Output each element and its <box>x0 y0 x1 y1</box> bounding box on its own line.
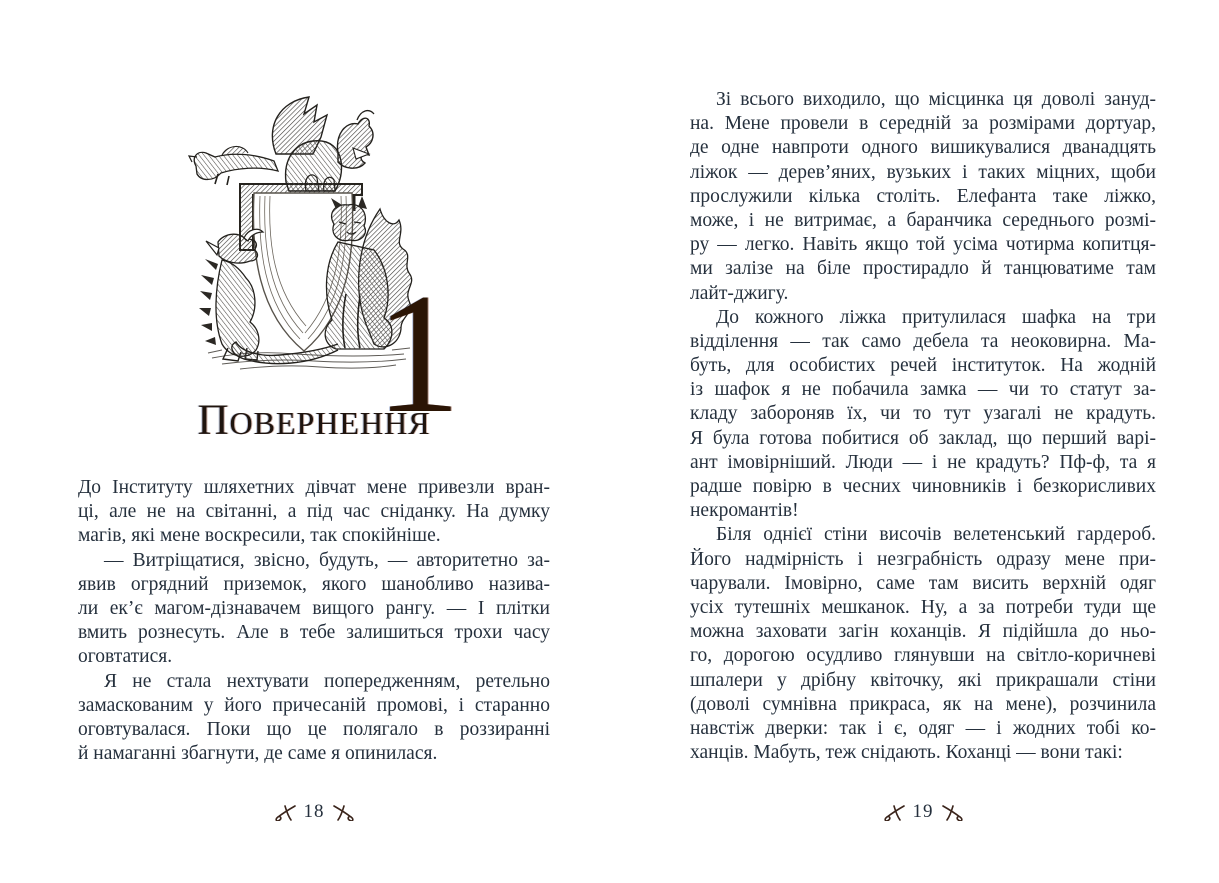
text-line: на. Мене провели в середній за розмірами дортуар, <box>690 113 1156 135</box>
right-page-folio <box>690 800 1156 824</box>
text-line: До Інституту шляхетних дівчат мене привезли вран- <box>78 477 550 498</box>
text-line: із шафок я не побачила замка — чи то статут за- <box>690 379 1156 401</box>
text-line: Зі всього виходило, що місцинка ця доволі зануд- <box>716 89 1156 110</box>
page-number: 18 <box>303 801 325 822</box>
text-line: буть, для особистих речей інституток. На жодній <box>690 355 1156 377</box>
text-line: магів, які мене воскресили, так спокійніше. <box>78 525 441 547</box>
text-line: ми залізе на біле простирадло й танцюватиме там <box>690 258 1156 280</box>
flourish-left-icon <box>882 804 906 821</box>
text-line: До кожного ліжка притулилася шафка на три <box>716 306 1156 328</box>
text-line: можна заховати загін коханців. Я підійшла до ньо- <box>690 621 1156 643</box>
text-line: ці, але не на світанні, а під час сніданку. На думку <box>78 501 550 523</box>
text-line: Я не стала нехтувати попередженням, ретельно <box>104 670 550 692</box>
text-line: відділення — так само дебела та неоковирна. Ма- <box>690 330 1156 352</box>
text-line: замаскованим у його причесаній промові, і старанно <box>78 694 550 716</box>
text-line: оговтатися. <box>78 646 173 668</box>
text-line: шпалери у дрібну квіточку, які прикрашали стіни <box>690 669 1156 691</box>
flourish-left-icon <box>273 804 297 821</box>
left-page <box>78 0 550 883</box>
text-line: ант імовірніший. Люди — і не крадуть? Пф-ф, та я <box>690 451 1156 473</box>
text-line: прослужили кілька століть. Елефанта таке ліжко, <box>690 185 1156 207</box>
right-page-text <box>690 88 1156 765</box>
text-line: — Витріщатися, звісно, будуть, — авторитетно за- <box>104 549 550 571</box>
page-number: 19 <box>912 801 934 822</box>
left-page-folio <box>78 800 550 824</box>
text-line: Біля однієї стіни височів велетенський гардероб. <box>716 524 1156 546</box>
chapter-title-initial: П <box>197 397 230 444</box>
text-line: ханців. Мабуть, теж снідають. Коханці — вони такі: <box>690 742 1123 764</box>
chapter-title <box>78 399 550 442</box>
text-line: радше повірю в чесних чиновників і безкорисливих <box>690 476 1156 497</box>
text-line: кладу забороняв їх, чи то тут узагалі не крадуть. <box>690 403 1156 425</box>
text-line: го, дорогою осудливо глянувши на світло-коричневі <box>690 645 1156 667</box>
text-line: ру — легко. Навіть якщо той усіма чотирма копитця- <box>690 234 1156 256</box>
text-line: усіх тутешніх мешканок. Ну, а за потреби туди ще <box>690 596 1156 618</box>
chapter-number: 1 <box>375 259 461 449</box>
text-line: ліжок — дерев’яних, вузьких і таких міцних, щоби <box>690 161 1156 183</box>
text-line: ли ек’є магом-дізнавачем вищого рангу. — І плітки <box>78 597 550 619</box>
text-line: може, і не витримає, а баранчика середнього розмі- <box>690 209 1156 231</box>
text-line: вмить рознесуть. Але в тебе залишиться трохи часу <box>78 622 550 644</box>
left-page-text <box>78 476 550 766</box>
text-line: явив огрядний приземок, якого шанобливо назива- <box>78 573 550 595</box>
text-line: й намаганні збагнути, де саме я опинилася. <box>78 743 438 765</box>
chapter-title-rest: ОВЕРНЕННЯ <box>229 405 431 441</box>
text-line: навстіж дверки: так і є, одяг — і жодних тобі ко- <box>690 717 1156 739</box>
text-line: Його надмірність і незграбність одразу мене при- <box>690 548 1156 570</box>
text-line: лайт-джигу. <box>690 282 789 304</box>
text-line: де одне навпроти одного вишикувалися дванадцять <box>690 137 1156 159</box>
right-page <box>690 0 1156 883</box>
text-line: Я була готова побитися об заклад, що перший варі- <box>690 427 1156 449</box>
flourish-right-icon <box>941 804 965 821</box>
flourish-right-icon <box>332 804 356 821</box>
text-line: (доволі сумнівна прикраса, як на мене), розчинила <box>690 693 1156 715</box>
text-line: чарували. Імовірно, саме там висить верхній одяг <box>690 572 1156 594</box>
text-line: некромантів! <box>690 500 799 522</box>
text-line: оговтувалася. Поки що це полягало в роззиранні <box>78 718 550 740</box>
